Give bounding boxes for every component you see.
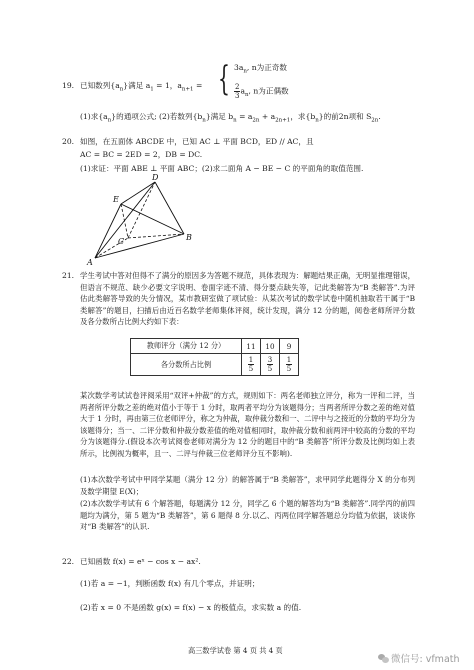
label-A: A [87,258,93,267]
question-21-part-1: (1)本次数学考试中甲同学某题（满分 12 分）的解答属于“B 类解答”，求甲同学此题得分 X 的分布列及数学期望 E(X)； [80,475,415,496]
ratio-row [131,354,299,376]
question-19-stem: 已知数列$\{a_n\}$满足 $a_1 = 1$，$a_{n+1}$ = [80,81,203,93]
question-22-part-2: (2)若 x = 0 不是函数 g(x) = f(x) − x 的极值点，求实数 a 的值. [80,603,302,612]
edge-EB [121,204,184,234]
edge-DB [155,182,184,234]
wechat-icon [378,654,389,663]
ratio-cell: $\frac{1}{5}$ [242,354,261,376]
question-19-subparts: (1)求$\{a_n\}$的通项公式; (2)若数列$\{b_n\}$满足 $b_n = a_{2n} + a_{2n+1}$，求$\{b_n\}$的前2n项和 $S_{2n}$. [80,112,381,124]
watermark [378,651,460,665]
edge-AB [95,234,184,258]
question-21-part-2: (2)本次数学考试有 6 个解答题，每题满分 12 分，同学乙 6 个题的解答均为“B 类解答”.同学丙的前四题均为满分，第 5 题为“B 类解答”，第 6 题得 8 分.以乙、丙两位同学解答题总分均值为依据，谈谈你对“B 类解答”的认识. [80,499,415,532]
edge-AD [95,182,155,258]
label-E: E [113,195,119,204]
question-20-number: 20. [62,137,75,146]
piecewise-case-even: $\frac{2}{3}$ $a_n$, n为正偶数 [235,83,289,100]
score-cell: 11 [242,339,261,354]
piecewise-brace: { [218,59,230,99]
piecewise-case-odd: $3a_n$, n为正奇数 [234,63,287,75]
watermark-text: 微信号: vfmath [391,654,460,665]
score-row-label: 教师评分（满分 12 分） [131,339,242,354]
question-22-part-1: (1)若 a = −1，判断函数 f(x) 有几个零点，并证明； [80,579,260,588]
question-21-rules: 某次数学考试试卷评阅采用“双评+仲裁”的方式，规则如下：两名老师独立评分，称为一评和二评，当两者所评分数之差的绝对值小于等于 1 分时，取两者平均分为该题得分；当两者所评分数之差的绝对值大于 1 分时，再由第三位老师评分，称之为仲裁，取仲裁分数和一、二评中与之接近的分数的平均分为该题得分；当一、二评分数和仲裁分数差值的绝对值相同时，取仲裁分数和前两评中较高的分数的平均分为该题得分.(假设本次考试阅卷老师对满分为 12 分的题目中的“B 类解答”所评分数及比例均如上表所示，比例视为概率，且一、二评与仲裁三位老师评分互不影响). [80,391,415,458]
edge-EC [121,204,128,238]
score-cell: 10 [261,339,280,354]
label-C: C [118,237,125,246]
ratio-cell: $\frac{3}{5}$ [261,354,280,376]
question-22-function: 已知函数 f(x) = eˣ − cos x − ax². [80,557,201,566]
score-row [131,339,299,354]
label-B: B [186,233,192,242]
ratio-row-label: 各分数所占比例 [131,354,242,376]
score-table [130,338,299,376]
question-21-intro: 学生考试中答对但得不了满分的原因多为答题不规范，具体表现为：解题结果正确，无明显推理错误，但语言不规范、缺少必要文字说明、卷面字迹不清、得分要点缺失等，记此类解答为“B 类解答”.为评估此类解答导致的失分情况，某市教研室做了项试验：从某次考试的数学试卷中随机抽取若干属于“B 类解答”的题目，扫描后由近百名数学老师集体评阅，统计发现，满分 12 分的题，阅卷老师所评分数及各分数所占比例大约如下表： [80,271,415,327]
page-footer: 高三数学试卷 第 4 页 共 4 页 [188,646,283,655]
question-21-number: 21. [62,271,75,280]
question-20-line-1: 如图，在五面体 ABCDE 中，已知 AC ⊥ 平面 BCD，ED // AC，且 [80,137,314,146]
pentahedron-figure [80,172,220,267]
question-22-number: 22. [62,557,75,566]
question-19-number: 19. [62,81,75,90]
question-20-line-3: (1)求证：平面 ABE ⊥ 平面 ABC；(2)求二面角 A − BE − C 的平面角的取值范围. [80,164,364,173]
label-D: D [152,173,159,182]
score-cell: 9 [280,339,299,354]
question-20-line-2: AC = BC = 2ED = 2，DB = DC. [80,150,203,159]
ratio-cell: $\frac{1}{5}$ [280,354,299,376]
